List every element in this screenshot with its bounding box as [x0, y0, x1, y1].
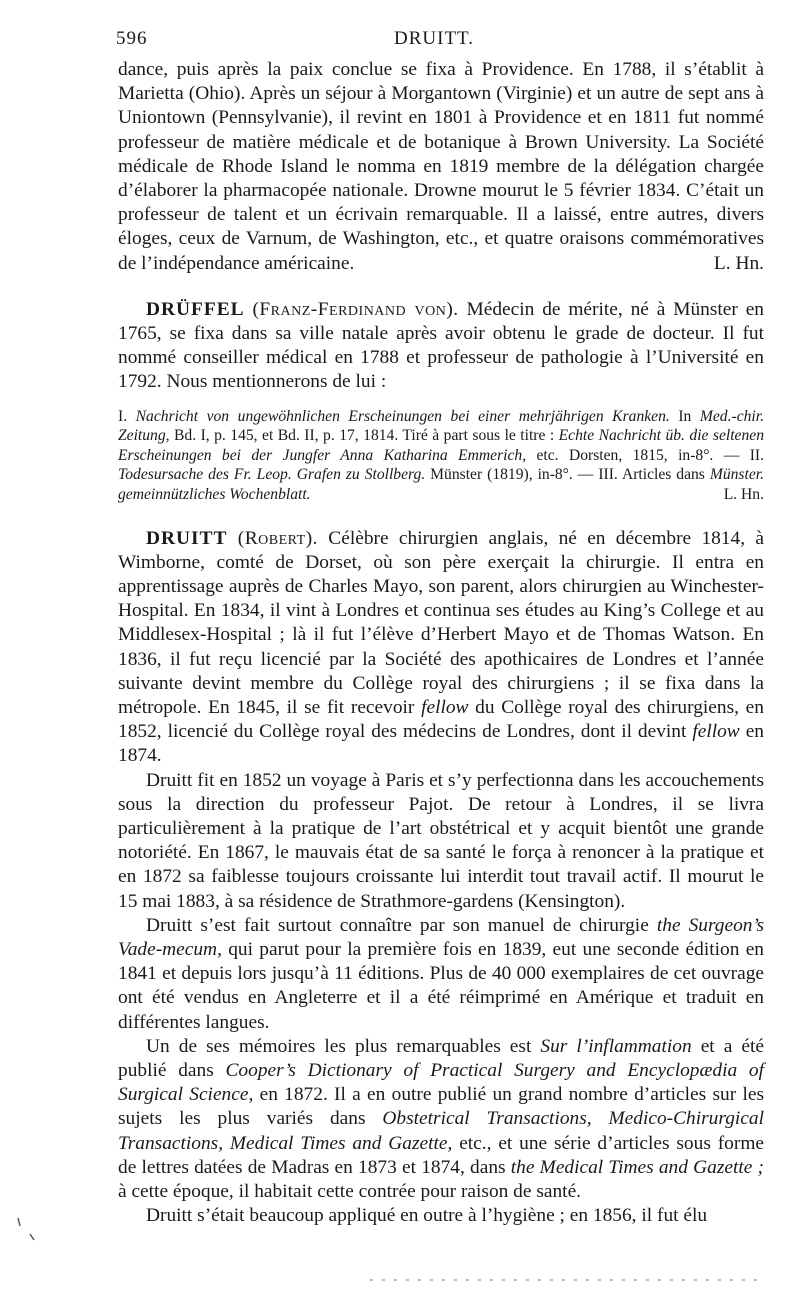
- work-title: the Surgeon’s Vade-mecum,: [118, 914, 765, 961]
- entry-paragraph: [118, 58, 764, 276]
- work-title: Todesursache des Fr. Leop. Grafen zu Stollberg.: [118, 466, 426, 484]
- italic-term: fellow: [421, 697, 469, 719]
- biblio-text: Bd. I, p. 145, et Bd. II, p. 17, 1814. Tiré à part sous le titre :: [169, 427, 559, 445]
- scan-speck: [30, 1234, 34, 1240]
- entry-headword: DRUITT: [146, 527, 228, 549]
- page-header: [116, 24, 752, 52]
- paragraph-text: Médecin de mérite, né à Münster en 1765, se fixa dans sa ville natale après avoir obtenu le grade de docteur. Il fut nommé conseiller médical en 1788 et professeur de pathologie à l’Université en 1792. Nous mentionnerons de lui :: [118, 298, 764, 393]
- running-title: DRUITT.: [394, 28, 474, 49]
- entry-forenames: (Franz-Ferdinand von).: [252, 298, 459, 320]
- journal-title: Obstetrical Transactions, Medico-Chirurgical Transactions, Medical Times and Gazette,: [118, 1108, 764, 1154]
- paragraph-text: en 1874.: [118, 721, 765, 767]
- bibliography-text: [118, 407, 764, 505]
- paragraph-text: dance, puis après la paix conclue se fixa à Providence. En 1788, il s’établit à Marietta (Ohio). Après un séjour à Morgantown (Virginie) et un autre de sept ans à Uniontown (Pennsylvanie), il revint en 1801 à Providence et en 1811 fut nommé professeur de matière médicale et de botanique à Brown University. La Société médicale de Rhode Island le nomma en 1819 membre de la délégation chargée d’élaborer la pharmacopée nationale. Drowne mourut le 5 février 1834. C’était un professeur de talent et un écrivain remarquable. Il a laissé, entre autres, divers éloges, ceux de Varnum, de Washington, etc., et quatre oraisons commémoratives de l’indépendance américaine.: [118, 59, 764, 274]
- work-title: Nachricht von ungewöhnlichen Erscheinungen bei einer mehrjährigen Kranken.: [135, 407, 670, 425]
- entry-paragraph: [118, 1035, 764, 1204]
- journal-title: Münster. gemeinnützliches Wochenblatt.: [118, 466, 764, 504]
- paragraph-text: et a été publié dans: [118, 1035, 764, 1082]
- journal-title: Med.-chir. Zeitung,: [118, 407, 764, 445]
- paragraph-text: du Collège royal des chirurgiens, en 1852, licencié du Collège royal des médecins de Londres, dont il devint: [118, 697, 764, 743]
- journal-title: the Medical Times and Gazette ;: [510, 1156, 765, 1178]
- work-title: Cooper’s Dictionary of Practical Surgery and Encyclopædia of Surgical Science,: [118, 1060, 764, 1106]
- entry-paragraph: Druitt s’était beaucoup appliqué en outre à l’hygiène ; en 1856, il fut élu: [146, 1205, 708, 1227]
- biblio-number: I.: [118, 407, 136, 425]
- entry-headword: DRÜFFEL: [146, 298, 245, 320]
- paragraph-text: qui parut pour la première fois en 1839, eut une seconde édition en 1841 et depuis lors jusqu’à 11 éditions. Plus de 40 000 exemplaires de cet ouvrage ont été vendus en Angleterre et il a été réimprimé en Amérique et traduit en différentes langues.: [118, 939, 764, 1033]
- paragraph-text: Célèbre chirurgien anglais, né en décembre 1814, à Wimborne, comté de Dorset, où son père exerçait la chirurgie. Il entra en apprentissage auprès de Charles Mayo, son parent, alors chirurgien au Winchester-Hospital. En 1834, il vint à Londres et continua ses études au King’s College et au Middlesex-Hospital ; là il fut l’élève d’Herbert Mayo et de Thomas Watson. En 1836, il fut reçu licencié par la Société des apothicaires de Londres et l’année suivante devint membre du Collège royal des chirurgiens ; il se fixa dans la métropole. En 1845, il se fit recevoir: [118, 527, 764, 719]
- scan-speck: [18, 1218, 20, 1226]
- entry-drueffel: [118, 298, 764, 505]
- entry-drowne-continued: [118, 58, 764, 276]
- author-signature: L. Hn.: [713, 252, 764, 274]
- biblio-text: In: [669, 407, 700, 425]
- work-title: Echte Nachricht üb. die seltenen Erscheinungen bei der Jungfer Anna Katharina Emmerich,: [118, 427, 764, 464]
- paragraph-text: Druitt s’est fait surtout connaître par son manuel de chirurgie: [146, 914, 657, 936]
- italic-term: fellow: [692, 721, 740, 743]
- biblio-text: etc. Dorsten, 1815, in-8°. — II.: [526, 446, 764, 464]
- author-signature: L. Hn.: [723, 486, 764, 504]
- page-number: 596: [116, 28, 148, 49]
- entry-paragraph: [118, 298, 764, 395]
- paragraph-text: à cette époque, il habitait cette contrée pour raison de santé.: [118, 1181, 582, 1203]
- paragraph-text: Un de ses mémoires les plus remarquables est: [146, 1035, 541, 1057]
- entry-forenames: (Robert).: [237, 527, 318, 549]
- entry-paragraph: Druitt fit en 1852 un voyage à Paris et s’y perfectionna dans les accouchements sous la direction du professeur Pajot. De retour à Londres, il se livra particulièrement à la pratique de l’art obstétrical et y acquit bientôt une grande notoriété. En 1867, le mauvais état de sa santé le força à renoncer à la pratique et en 1872 sa faiblesse toujours croissante lui interdit tout travail actif. Il mourut le 15 mai 1883, à sa résidence de Strathmore-gardens (Kensington).: [118, 769, 764, 912]
- paragraph-text: en 1872. Il a en outre publié un grand nombre d’articles sur les sujets les plus variés dans: [118, 1084, 764, 1130]
- entry-paragraph: [118, 527, 764, 769]
- entry-paragraph: [118, 914, 764, 1035]
- bibliography: [118, 407, 764, 505]
- work-title: Sur l’inflammation: [540, 1035, 692, 1057]
- page-body: [118, 58, 764, 1229]
- biblio-text: Münster (1819), in-8°. — III. Articles dans: [425, 466, 710, 484]
- paragraph-text: etc., et une série d’articles sous forme de lettres datées de Madras en 1873 et 1874, dans: [118, 1132, 765, 1178]
- entry-druitt: [118, 527, 764, 1229]
